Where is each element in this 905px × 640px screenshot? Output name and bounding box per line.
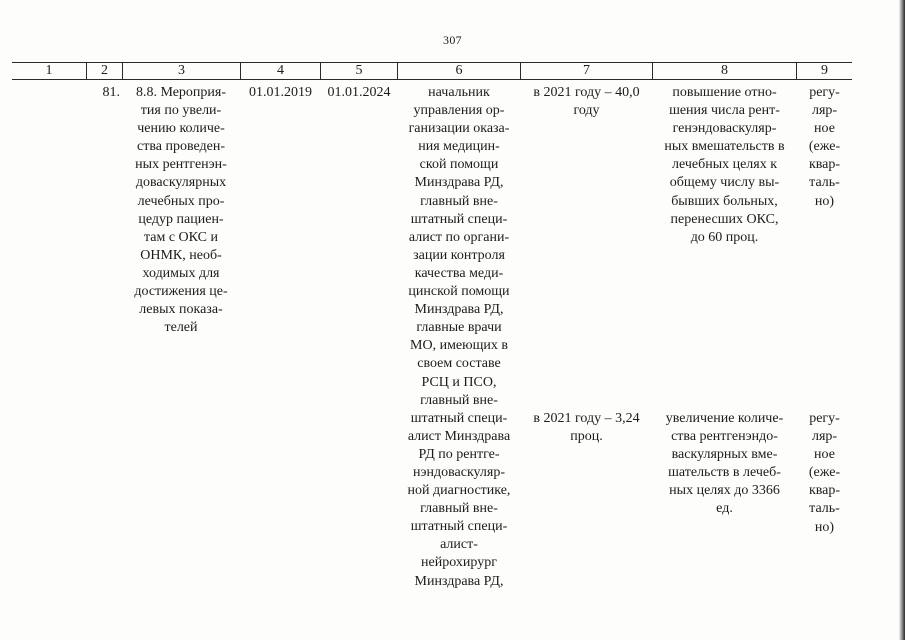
responsible-persons: начальник управления ор- ганизации оказа- ния медицин- ской помощи Минздрава РД, главный вне- штатный специ- алист по органи- зации контроля качества меди- цинской помощи Минздрава РД, главные врачи МО, имеющих в своем составе РСЦ и ПСО, главный вне- штатный специ- алист Минздрава РД по рентге- нэндоваскуляр- ной диагностике, главный вне- штатный специ- алист- нейрохирург Минздрава РД,: [407, 85, 511, 589]
column-number-1: 1: [45, 63, 53, 78]
column-number-7: 7: [583, 63, 590, 78]
header-bottom-border: [12, 79, 852, 80]
column-number-8: 8: [721, 63, 728, 78]
expected-result-1: повышение отно- шения числа рент- генэндоваскуляр- ных вмешательств в лечебных целях к общему числу вы- бывших больных, перенесших ОКС, до 60 проц.: [664, 85, 785, 245]
activity-description: 8.8. Мероприя- тия по увели- чению количе- ства проведен- ных рентгенэн- доваскулярных лечебных про- цедур пациен- там с ОКС и ОНМК, необ- ходимых для достижения це- левых показа- телей: [134, 85, 228, 336]
column-number-6: 6: [455, 63, 463, 78]
expected-result-2: увеличение количе- ства рентгенэндо- васкулярных вме- шательств в лечеб- ных целях до 3366 ед.: [665, 411, 784, 517]
target-value-2: в 2021 году – 3,24 проц.: [533, 411, 640, 445]
frequency-2: регу- ляр- ное (еже- квар- таль- но): [808, 411, 841, 535]
column-number-9: 9: [821, 63, 828, 78]
frequency-1: регу- ляр- ное (еже- квар- таль- но): [808, 85, 841, 209]
page-edge-shadow: [899, 0, 905, 640]
column-number-2: 2: [101, 63, 108, 78]
page-number: 307: [443, 33, 462, 47]
column-number-4: 4: [277, 63, 284, 78]
target-value-1: в 2021 году – 40,0 году: [533, 85, 640, 119]
end-date: 01.01.2024: [327, 85, 391, 100]
row-number: 81.: [102, 85, 120, 100]
start-date: 01.01.2019: [249, 85, 312, 100]
column-number-5: 5: [355, 63, 363, 78]
column-number-3: 3: [178, 63, 185, 78]
